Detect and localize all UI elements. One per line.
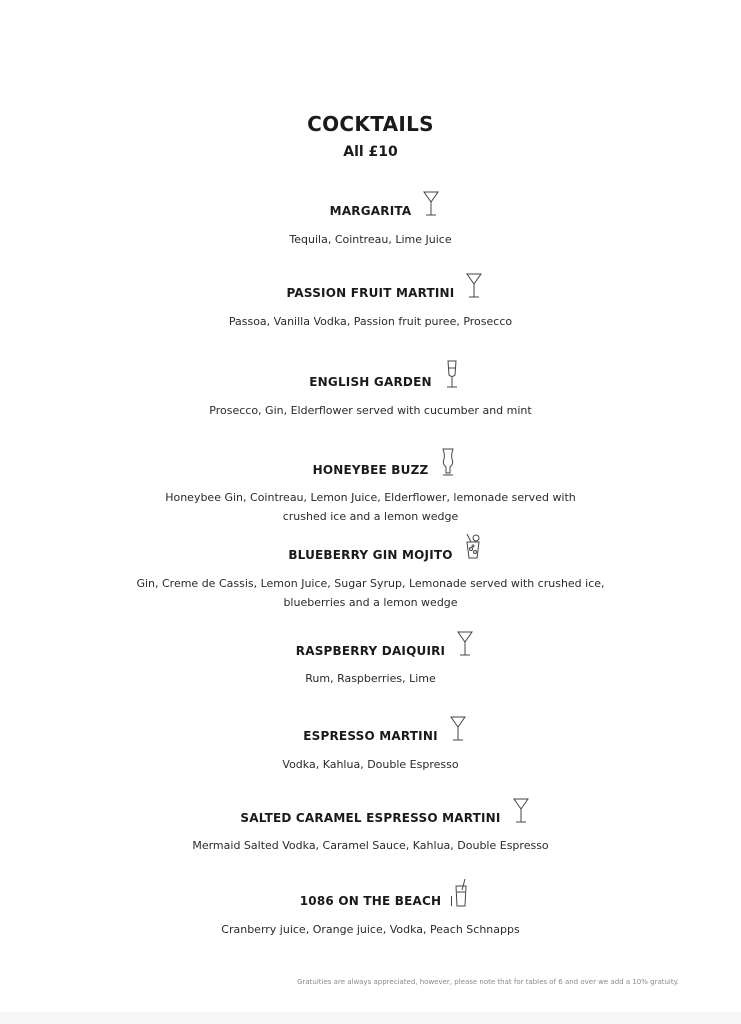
cocktail-description: Prosecco, Gin, Elderflower served with cucumber and mint: [209, 404, 532, 417]
cocktail-description: Passoa, Vanilla Vodka, Passion fruit puree, Prosecco: [228, 315, 513, 328]
cocktail-item-name: [0, 548, 741, 562]
martini-glass-icon: [455, 628, 475, 660]
cocktail-name-1086-on-the-beach: 1086 ON THE BEACH: [299, 894, 442, 908]
cocktail-description: Vodka, Kahlua, Double Espresso: [282, 758, 459, 771]
flute-glass-icon: [442, 359, 462, 391]
cocktail-description: Gin, Creme de Cassis, Lemon Juice, Sugar Syrup, Lemonade served with crushed ice, blueberries and a lemon wedge: [136, 577, 605, 609]
cocktail-name-passion-fruit-martini: PASSION FRUIT MARTINI: [286, 286, 455, 300]
cocktail-description: Mermaid Salted Vodka, Caramel Sauce, Kahlua, Double Espresso: [192, 839, 549, 852]
cocktail-item-name: [0, 644, 741, 658]
cocktail-item-name: [0, 729, 741, 743]
martini-glass-icon: [448, 713, 468, 745]
cocktail-description: Honeybee Gin, Cointreau, Lemon Juice, Elderflower, lemonade served with crushed ice and a lemon wedge: [165, 491, 576, 523]
cocktail-item-name: [0, 463, 741, 477]
cocktail-item-name: [0, 375, 741, 389]
cocktail-name-english-garden: ENGLISH GARDEN: [309, 375, 432, 389]
cocktail-name-raspberry-daiquiri: RASPBERRY DAIQUIRI: [295, 644, 446, 658]
highball-straw-icon: [451, 878, 471, 910]
garnished-glass-icon: [463, 532, 483, 564]
menu-price-subtitle: All £10: [343, 144, 398, 160]
cocktail-name-salted-caramel-espresso-martini: SALTED CARAMEL ESPRESSO MARTINI: [240, 811, 501, 825]
cocktail-description: Rum, Raspberries, Lime: [305, 672, 436, 685]
cocktail-name-honeybee-buzz: HONEYBEE BUZZ: [312, 463, 429, 477]
martini-glass-icon: [421, 188, 441, 220]
cocktail-item-name: [0, 286, 741, 300]
cocktail-item-name: [0, 894, 741, 908]
page-bottom-edge: [0, 1012, 741, 1024]
cocktail-item-name: [0, 204, 741, 218]
hurricane-glass-icon: [438, 447, 458, 479]
martini-glass-icon: [511, 795, 531, 827]
cocktail-description: Cranberry juice, Orange juice, Vodka, Peach Schnapps: [221, 923, 520, 936]
martini-glass-icon: [464, 270, 484, 302]
cocktail-description: Tequila, Cointreau, Lime Juice: [289, 233, 452, 246]
cocktail-name-blueberry-gin-mojito: BLUEBERRY GIN MOJITO: [288, 548, 453, 562]
cocktail-name-margarita: MARGARITA: [329, 204, 412, 218]
cocktail-name-espresso-martini: ESPRESSO MARTINI: [303, 729, 438, 743]
cocktail-item-name: [0, 811, 741, 825]
menu-title: COCKTAILS: [307, 112, 434, 136]
gratuity-footer-note: Gratuities are always appreciated, however, please note that for tables of 6 and over we add a 10% gratuity.: [297, 978, 679, 986]
